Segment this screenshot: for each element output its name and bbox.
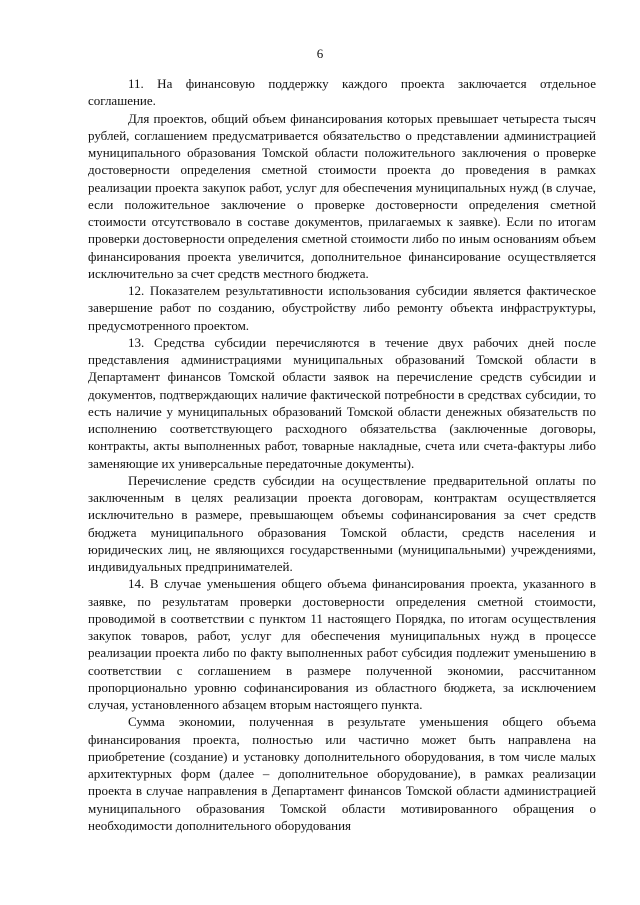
paragraph-prepayment: Перечисление средств субсидии на осуществление предварительной оплаты по заключенным в целях реализации проекта договорам, контрактам осуществляется исключительно в размере, превышающем объемы софинансирования за счет средств бюджета муниципального образования Томской области, средств населения и юридических лиц, не являющихся государственными (муниципальными) учреждениями, индивидуальных предпринимателей.: [88, 472, 596, 574]
paragraph-11: 11. На финансовую поддержку каждого проекта заключается отдельное соглашение.: [88, 76, 596, 109]
paragraph-13: 13. Средства субсидии перечисляются в течение двух рабочих дней после представления администрациями муниципальных образований Томской области в Департамент финансов Томской области заявок на перечисление средств субсидии и документов, подтверждающих наличие фактической потребности в средствах субсидии, то есть наличие у муниципальных образований Томской области денежных обязательств по исполнению соответствующего расходного обязательства (заключенные договоры, контракты, акты выполненных работ, товарные накладные, счета или счета-фактуры либо заменяющие их универсальные передаточные документы).: [88, 334, 596, 471]
document-body: [88, 75, 596, 834]
paragraph-savings: Сумма экономии, полученная в результате уменьшения общего объема финансирования проекта, полностью или частично может быть направлена на приобретение (создание) и установку дополнительного оборудования, в том числе малых архитектурных форм (далее – дополнительное оборудование), в рамках реализации проекта в случае направления в Департамент финансов Томской области администрацией муниципального образования Томской области мотивированного обращения о необходимости дополнительного оборудования: [88, 714, 596, 833]
paragraph-14: 14. В случае уменьшения общего объема финансирования проекта, указанного в заявке, по результатам проверки достоверности определения сметной стоимости, проводимой в соответствии с пунктом 11 настоящего Порядка, по итогам осуществления закупок товаров, работ, услуг для обеспечения муниципальных нужд в процессе реализации проекта либо по факту выполненных работ субсидия подлежит уменьшению в соответствии с соглашением в размере полученной экономии, рассчитанном пропорционально уровню софинансирования из областного бюджета, за исключением случая, установленного абзацем вторым настоящего пункта.: [88, 576, 596, 712]
paragraph-12: 12. Показателем результативности использования субсидии является фактическое завершение работ по созданию, обустройству либо ремонту объекта инфраструктуры, предусмотренного проектом.: [88, 283, 596, 333]
page-number: 6: [316, 46, 324, 61]
paragraph-financing-conditions: Для проектов, общий объем финансирования которых превышает четыреста тысяч рублей, соглашением предусматривается обязательство о представлении администрацией муниципального образования Томской области положительного заключения о проверке достоверности определения сметной стоимости проекта до проведения в рамках реализации проекта закупок работ, услуг для обеспечения муниципальных нужд (в случае, если положительное заключение о проверке достоверности определения сметной стоимости отсутствовало в составе документов, прилагаемых к заявке). Если по итогам проверки достоверности определения сметной стоимости либо по иным основаниям объем финансирования проекта увеличится, дополнительное финансирование осуществляется исключительно за счет средств местного бюджета.: [88, 110, 596, 281]
